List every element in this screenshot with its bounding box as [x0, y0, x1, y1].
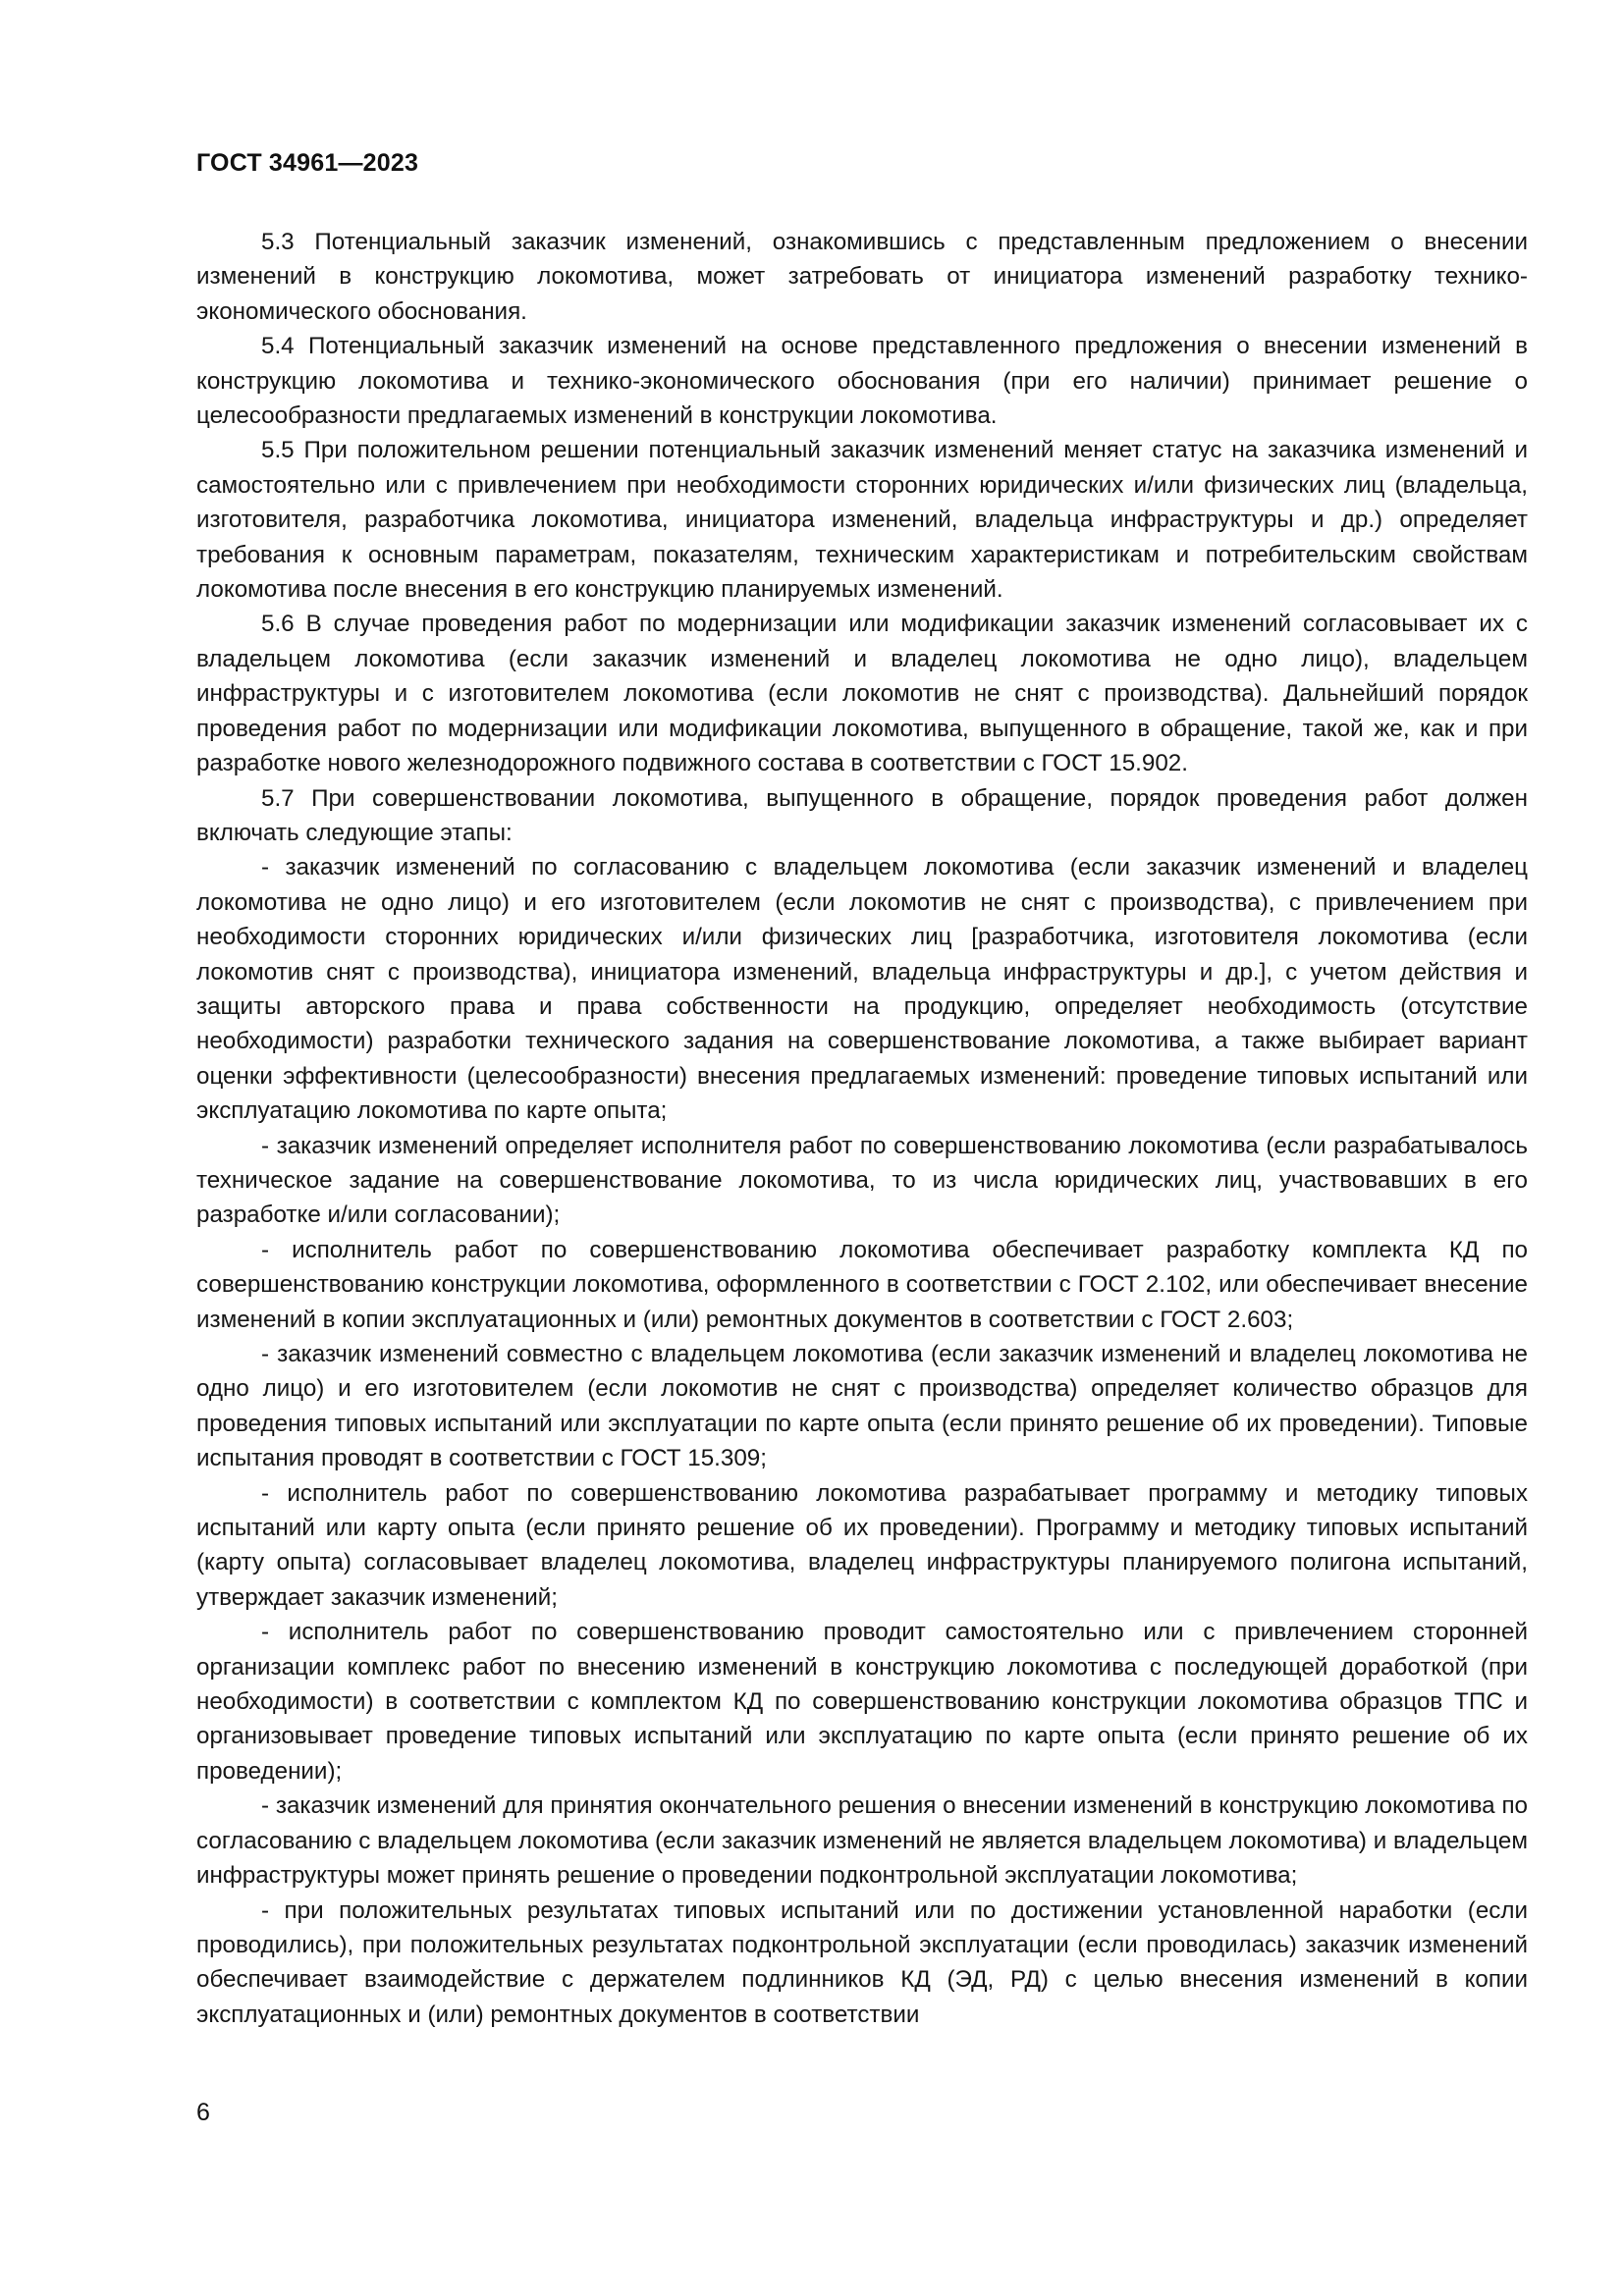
list-item-stage-2: - заказчик изменений определяет исполнителя работ по совершенствованию локомотива (если разрабатывалось техническое задание на совершенствование локомотива, то из числа юридических лиц, участвовавших в его разработке и/или согласовании);	[196, 1132, 1528, 1229]
paragraph-5-4: 5.4 Потенциальный заказчик изменений на основе представленного предложения о внесении изменений в конструкцию локомотива и технико-экономического обоснования (при его наличии) принимает решение о целесообразности предлагаемых изменений в конструкции локомотива.	[196, 333, 1528, 430]
document-body	[196, 225, 1528, 2032]
paragraph-5-6: 5.6 В случае проведения работ по модернизации или модификации заказчик изменений согласовывает их с владельцем локомотива (если заказчик изменений и владелец локомотива не одно лицо), владельцем инфраструктуры и с изготовителем локомотива (если локомотив не снят с производства). Дальнейший порядок проведения работ по модернизации или модификации локомотива, выпущенного в обращение, такой же, как и при разработке нового железнодорожного подвижного состава в соответствии с ГОСТ 15.902.	[196, 611, 1528, 777]
list-item-stage-1: - заказчик изменений по согласованию с владельцем локомотива (если заказчик изменений и владелец локомотива не одно лицо) и его изготовителем (если локомотив не снят с производства), с привлечением при необходимости сторонних юридических и/или физических лиц [разработчика, изготовителя локомотива (если локомотив снят с производства), инициатора изменений, владельца инфраструктуры и др.], с учетом действия и защиты авторского права и права собственности на продукцию, определяет необходимость (отсутствие необходимости) разработки технического задания на совершенствование локомотива, а также выбирает вариант оценки эффективности (целесообразности) внесения предлагаемых изменений: проведение типовых испытаний или эксплуатацию локомотива по карте опыта;	[196, 854, 1528, 1125]
page-number: 6	[196, 2099, 210, 2126]
document-header: ГОСТ 34961—2023	[196, 149, 419, 177]
paragraph-5-3: 5.3 Потенциальный заказчик изменений, ознакомившись с представленным предложением о внесении изменений в конструкцию локомотива, может затребовать от инициатора изменений разработку технико-экономического обоснования.	[196, 229, 1528, 325]
list-item-stage-4: - заказчик изменений совместно с владельцем локомотива (если заказчик изменений и владелец локомотива не одно лицо) и его изготовителем (если локомотив не снят с производства) определяет количество образцов для проведения типовых испытаний или эксплуатации по карте опыта (если принято решение об их проведении). Типовые испытания проводят в соответствии с ГОСТ 15.309;	[196, 1341, 1528, 1472]
list-item-stage-3: - исполнитель работ по совершенствованию локомотива обеспечивает разработку комплекта КД по совершенствованию конструкции локомотива, оформленного в соответствии с ГОСТ 2.102, или обеспечивает внесение изменений в копии эксплуатационных и (или) ремонтных документов в соответствии с ГОСТ 2.603;	[196, 1236, 1528, 1333]
list-item-stage-8: - при положительных результатах типовых испытаний или по достижении установленной наработки (если проводились), при положительных результатах подконтрольной эксплуатации (если проводилась) заказчик изменений обеспечивает взаимодействие с держателем подлинников КД (ЭД, РД) с целью внесения изменений в копии эксплуатационных и (или) ремонтных документов в соответствии	[196, 1896, 1528, 2028]
list-item-stage-5: - исполнитель работ по совершенствованию локомотива разрабатывает программу и методику типовых испытаний или карту опыта (если принято решение об их проведении). Программу и методику типовых испытаний (карту опыта) согласовывает владелец локомотива, владелец инфраструктуры планируемого полигона испытаний, утверждает заказчик изменений;	[196, 1479, 1528, 1611]
list-item-stage-7: - заказчик изменений для принятия окончательного решения о внесении изменений в конструкцию локомотива по согласованию с владельцем локомотива (если заказчик изменений не является владельцем локомотива) и владельцем инфраструктуры может принять решение о проведении подконтрольной эксплуатации локомотива;	[196, 1792, 1528, 1890]
paragraph-5-5: 5.5 При положительном решении потенциальный заказчик изменений меняет статус на заказчика изменений и самостоятельно или с привлечением при необходимости сторонних юридических и/или физических лиц (владельца, изготовителя, разработчика локомотива, инициатора изменений, владельца инфраструктуры и др.) определяет требования к основным параметрам, показателям, техническим характеристикам и потребительским свойствам локомотива после внесения в его конструкцию планируемых изменений.	[196, 437, 1528, 604]
list-item-stage-6: - исполнитель работ по совершенствованию проводит самостоятельно или с привлечением сторонней организации комплекс работ по внесению изменений в конструкцию локомотива с последующей доработкой (при необходимости) в соответствии с комплектом КД по совершенствованию конструкции локомотива образцов ТПС и организовывает проведение типовых испытаний или эксплуатацию по карте опыта (если принято решение об их проведении);	[196, 1619, 1528, 1785]
paragraph-5-7: 5.7 При совершенствовании локомотива, выпущенного в обращение, порядок проведения работ должен включать следующие этапы:	[196, 784, 1528, 846]
